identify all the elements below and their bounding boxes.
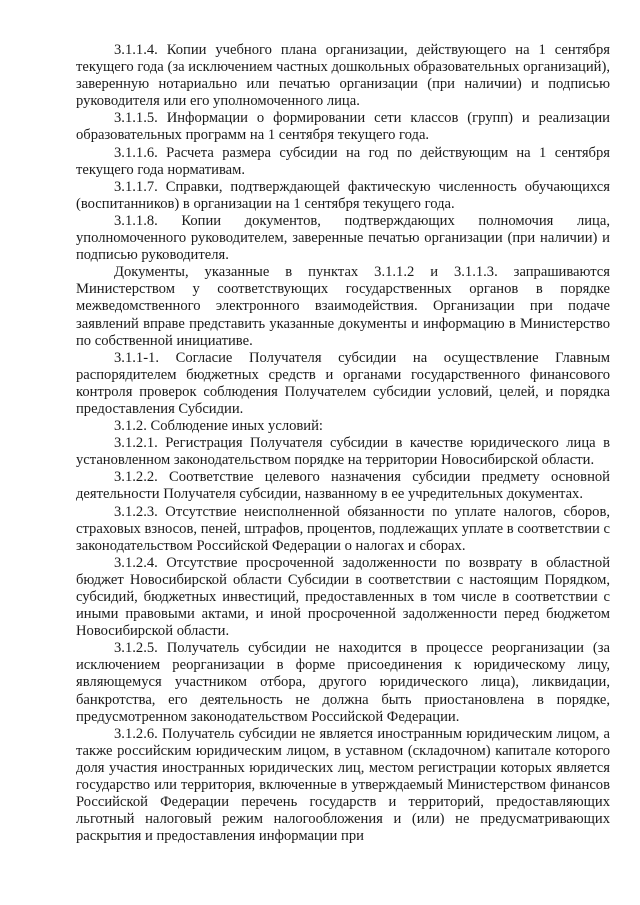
paragraph-3-1-1-8: 3.1.1.8. Копии документов, подтверждающих полномочия лица, уполномоченного руководителем, заверенные печатью организации (при наличии) и подписью руководителя. (76, 212, 610, 264)
paragraph-3-1-1-5: 3.1.1.5. Информации о формировании сети классов (групп) и реализации образовательных программ на 1 сентября текущего года. (76, 110, 610, 144)
paragraph-3-1-1-6: 3.1.1.6. Расчета размера субсидии на год по действующим на 1 сентября текущего года нормативам. (76, 144, 610, 178)
paragraph-3-1-2-6: 3.1.2.6. Получатель субсидии не является иностранным юридическим лицом, а также российским юридическим лицом, в уставном (складочном) капитале которого доля участия иностранных юридических лиц, местом регистрации которых является государство или территория, включенные в утверждаемый Министерством финансов Российской Федерации перечень государств и территорий, предоставляющих льготный налоговый режим налогообложения и (или) не предусматривающих раскрытия и предоставления информации при (76, 725, 610, 845)
paragraph-3-1-2: 3.1.2. Соблюдение иных условий: (114, 418, 323, 435)
paragraph-3-1-2-2: 3.1.2.2. Соответствие целевого назначения субсидии предмету основной деятельности Получателя субсидии, названному в ее учредительных документах. (76, 469, 610, 503)
paragraph-3-1-2-5: 3.1.2.5. Получатель субсидии не находится в процессе реорганизации (за исключением реорганизации в форме присоединения к юридическому лицу, являющемуся участником отбора, другого юридического лица), ликвидации, банкротства, его деятельность не должна быть приостановлена в порядке, предусмотренном законодательством Российской Федерации. (76, 640, 610, 725)
paragraph-3-1-2-4: 3.1.2.4. Отсутствие просроченной задолженности по возврату в областной бюджет Новосибирской области Субсидии в соответствии с настоящим Порядком, субсидий, бюджетных инвестиций, предоставленных в том числе в соответствии с иными правовыми актами, и иной просроченной задолженности перед бюджетом Новосибирской области. (76, 554, 610, 640)
paragraph-documents-requested: Документы, указанные в пунктах 3.1.1.2 и 3.1.1.3. запрашиваются Министерством у соответствующих государственных органов в порядке межведомственного электронного взаимодействия. Организации при подаче заявлений вправе представить указанные документы и информацию в Министерство по собственной инициативе. (76, 264, 610, 349)
paragraph-3-1-1-7: 3.1.1.7. Справки, подтверждающей фактическую численность обучающихся (воспитанников) в организации на 1 сентября текущего года. (76, 178, 610, 212)
paragraph-3-1-1-1: 3.1.1-1. Согласие Получателя субсидии на осуществление Главным распорядителем бюджетных средств и органами государственного финансового контроля проверок соблюдения Получателем субсидии условий, целей, и порядка предоставления Субсидии. (76, 349, 610, 417)
paragraph-3-1-2-1: 3.1.2.1. Регистрация Получателя субсидии в качестве юридического лица в установленном законодательством порядке на территории Новосибирской области. (76, 435, 610, 469)
paragraph-3-1-2-3: 3.1.2.3. Отсутствие неисполненной обязанности по уплате налогов, сборов, страховых взносов, пеней, штрафов, процентов, подлежащих уплате в соответствии с законодательством Российской Федерации о налогах и сборах. (76, 503, 610, 554)
paragraph-3-1-1-4: 3.1.1.4. Копии учебного плана организации, действующего на 1 сентября текущего года (за исключением частных дошкольных образовательных организаций), заверенную нотариально или печатью организации (при наличии) и подписью руководителя или его уполномоченного лица. (76, 42, 610, 110)
